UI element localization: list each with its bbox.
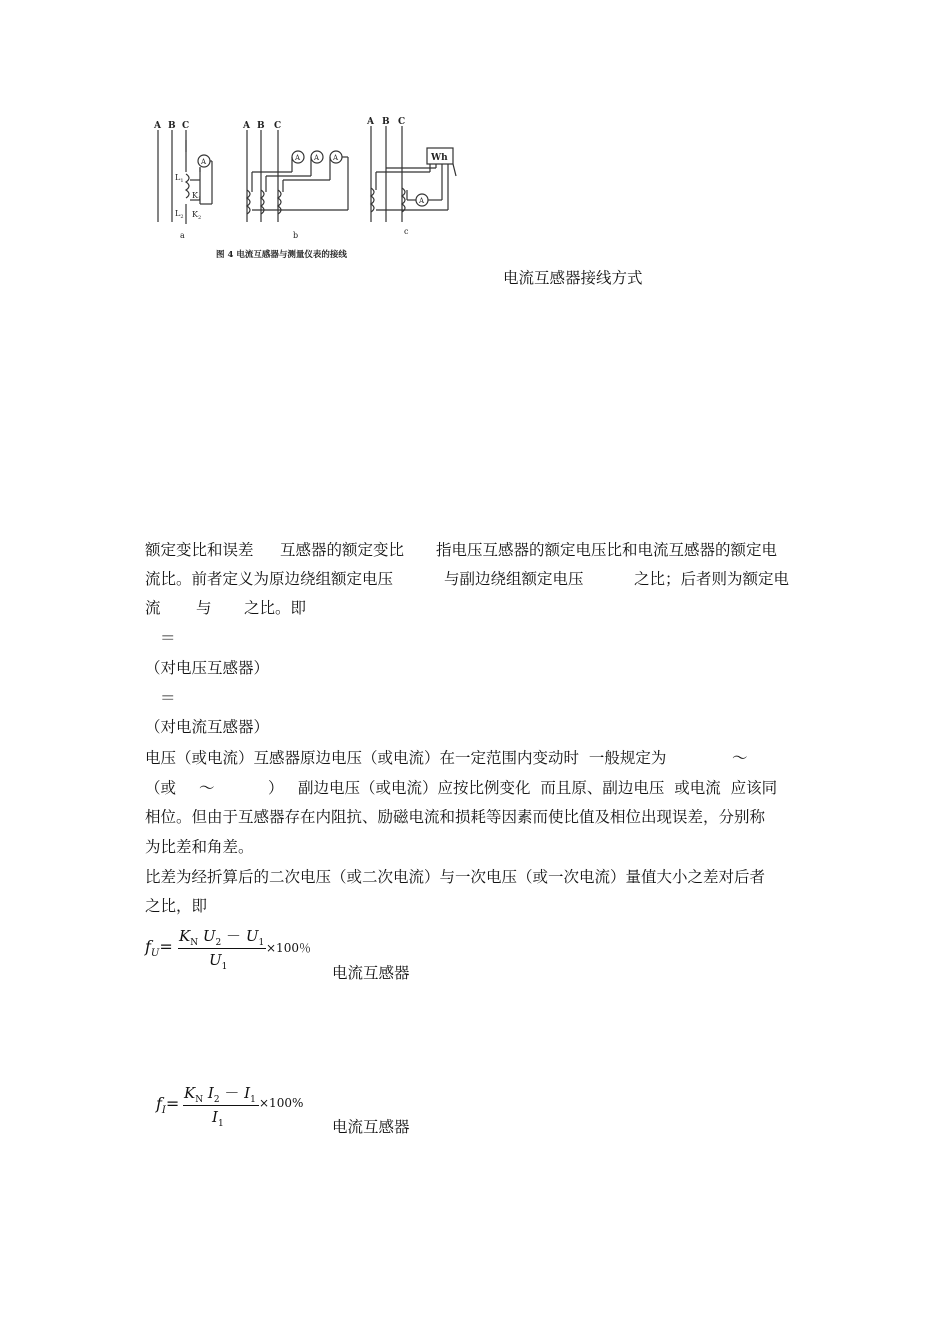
formula-i-num-var2-sub: 1 bbox=[250, 1095, 256, 1105]
formula-v-num-var2: U bbox=[245, 927, 259, 945]
phase-label-a-3: A bbox=[367, 117, 374, 127]
terminal-k1-label: K bbox=[192, 191, 198, 200]
figure-caption: 图 4 电流互感器与测量仪表的接线 bbox=[216, 250, 347, 260]
para2-line2-tilde: ～ bbox=[199, 779, 215, 797]
para1-line1-part3: 指电压互感器的额定电压比和电流互感器的额定电 bbox=[436, 541, 778, 559]
formula-v-fraction-bar bbox=[178, 948, 266, 949]
formula-v-den: U bbox=[209, 951, 222, 969]
formula-i-lhs: f bbox=[156, 1094, 162, 1113]
formula-v-num-var2-sub: 1 bbox=[258, 938, 265, 948]
phase-label-a-2: A bbox=[243, 121, 250, 131]
phase-label-a-1: A bbox=[154, 121, 161, 131]
para2-line2-part2: ） bbox=[268, 779, 284, 797]
formula-v-num-k: K bbox=[179, 927, 191, 945]
ammeter-symbol-b1: A bbox=[295, 154, 301, 162]
ammeter-symbol-b2: A bbox=[314, 154, 320, 162]
para2-line1-tilde: ～ bbox=[732, 749, 748, 767]
formula-i-fraction-bar bbox=[183, 1105, 259, 1106]
ammeter-symbol-c: A bbox=[419, 197, 425, 205]
para1-line2-part3: 之比；后者则为额定电 bbox=[634, 570, 790, 588]
note-current-transformer: （对电流互感器） bbox=[145, 718, 270, 736]
ammeter-symbol-a: A bbox=[201, 158, 207, 166]
formula-i-num-k-sub: N bbox=[195, 1095, 204, 1105]
formula-i-num-var2: I bbox=[244, 1084, 251, 1102]
formula-i-num-k: K bbox=[184, 1084, 196, 1102]
phase-label-b-2: B bbox=[257, 121, 265, 131]
para2-line1: 电压（或电流）互感器原边电压（或电流）在一定范围内变动时 一般规定为 bbox=[145, 749, 667, 767]
formula-i-num-var1-sub: 2 bbox=[213, 1095, 220, 1105]
formula-v-eq: = bbox=[159, 937, 173, 956]
formula-v-den-sub: 1 bbox=[221, 962, 228, 972]
formula-v-minus: － bbox=[226, 927, 242, 945]
para2-line3: 相位。但由于互感器存在内阻抗、励磁电流和损耗等因素而使比值及相位出现误差，分别称 bbox=[145, 808, 766, 826]
terminal-k2-label: K bbox=[192, 210, 198, 219]
formula-i-num-var1: I bbox=[207, 1084, 214, 1102]
terminal-l2-label: L bbox=[175, 209, 181, 218]
para1-line2-part2: 与副边绕组额定电压 bbox=[444, 570, 584, 588]
para2-line2-part3: 副边电压（或电流）应按比例变化 而且原、副边电压 或电流 应该同 bbox=[298, 779, 778, 797]
ammeter-symbol-b3: A bbox=[333, 154, 339, 162]
terminal-k2-sub: 2 bbox=[197, 215, 202, 221]
subfigure-label-a: a bbox=[180, 231, 185, 240]
svg-text:K2 bbox=[192, 210, 201, 221]
phase-label-b-1: B bbox=[168, 121, 176, 131]
formula-v-lhs: f bbox=[145, 937, 151, 956]
phase-label-c-3: C bbox=[398, 117, 406, 127]
para3-line2: 之比，即 bbox=[145, 897, 208, 915]
equals-sign-current: ＝ bbox=[160, 689, 176, 707]
terminal-l1-sub: 1 bbox=[180, 178, 184, 184]
para1-line1-part1: 额定变比和误差 bbox=[145, 541, 254, 559]
terminal-l1-label: L bbox=[175, 173, 181, 182]
para1-line1-part2: 互感器的额定变比 bbox=[280, 541, 405, 559]
para3-line1: 比差为经折算后的二次电压（或二次电流）与一次电压（或一次电流）量值大小之差对后者 bbox=[145, 868, 766, 886]
subfigure-label-b: b bbox=[293, 231, 299, 240]
para1-line3-part1: 流 bbox=[145, 599, 161, 617]
para1-line3-part3: 之比。即 bbox=[244, 599, 307, 617]
formula-v-lhs-sub: U bbox=[150, 948, 160, 960]
terminal-k1-sub: 1 bbox=[197, 196, 202, 202]
terminal-l2-sub: 2 bbox=[180, 214, 184, 220]
para2-line4: 为比差和角差。 bbox=[145, 838, 254, 856]
formula-v-num-k-sub: N bbox=[190, 938, 199, 948]
formula-v-times: ×100％ bbox=[266, 941, 311, 955]
formula-v-num-var1: U bbox=[202, 927, 216, 945]
wiring-diagram-figure bbox=[140, 112, 470, 262]
formula-current-label: 电流互感器 bbox=[332, 1118, 410, 1136]
phase-label-b-3: B bbox=[382, 117, 390, 127]
phase-label-c-2: C bbox=[274, 121, 282, 131]
svg-text:L2 bbox=[175, 209, 184, 220]
para2-line2-part1: （或 bbox=[145, 779, 177, 797]
formula-i-times: ×100% bbox=[259, 1096, 304, 1110]
formula-voltage-ratio-error bbox=[145, 925, 345, 977]
figure-title: 电流互感器接线方式 bbox=[503, 269, 643, 287]
formula-voltage-label: 电流互感器 bbox=[332, 964, 410, 982]
formula-current-ratio-error bbox=[156, 1082, 356, 1134]
svg-text:L1 bbox=[175, 173, 184, 184]
phase-label-c-1: C bbox=[182, 121, 190, 131]
formula-i-lhs-sub: I bbox=[161, 1105, 166, 1117]
equals-sign-voltage: ＝ bbox=[160, 629, 176, 647]
formula-i-minus: － bbox=[224, 1084, 240, 1102]
formula-i-den: I bbox=[212, 1108, 218, 1126]
note-voltage-transformer: （对电压互感器） bbox=[145, 659, 270, 677]
formula-i-den-sub: 1 bbox=[217, 1119, 224, 1129]
para1-line3-part2: 与 bbox=[196, 599, 212, 617]
formula-i-eq: = bbox=[165, 1094, 180, 1113]
formula-v-num-var1-sub: 2 bbox=[215, 938, 222, 948]
watthour-meter-label: Wh bbox=[431, 153, 448, 163]
subfigure-label-c: c bbox=[404, 227, 409, 236]
para1-line2-part1: 流比。前者定义为原边绕组额定电压 bbox=[145, 570, 394, 588]
